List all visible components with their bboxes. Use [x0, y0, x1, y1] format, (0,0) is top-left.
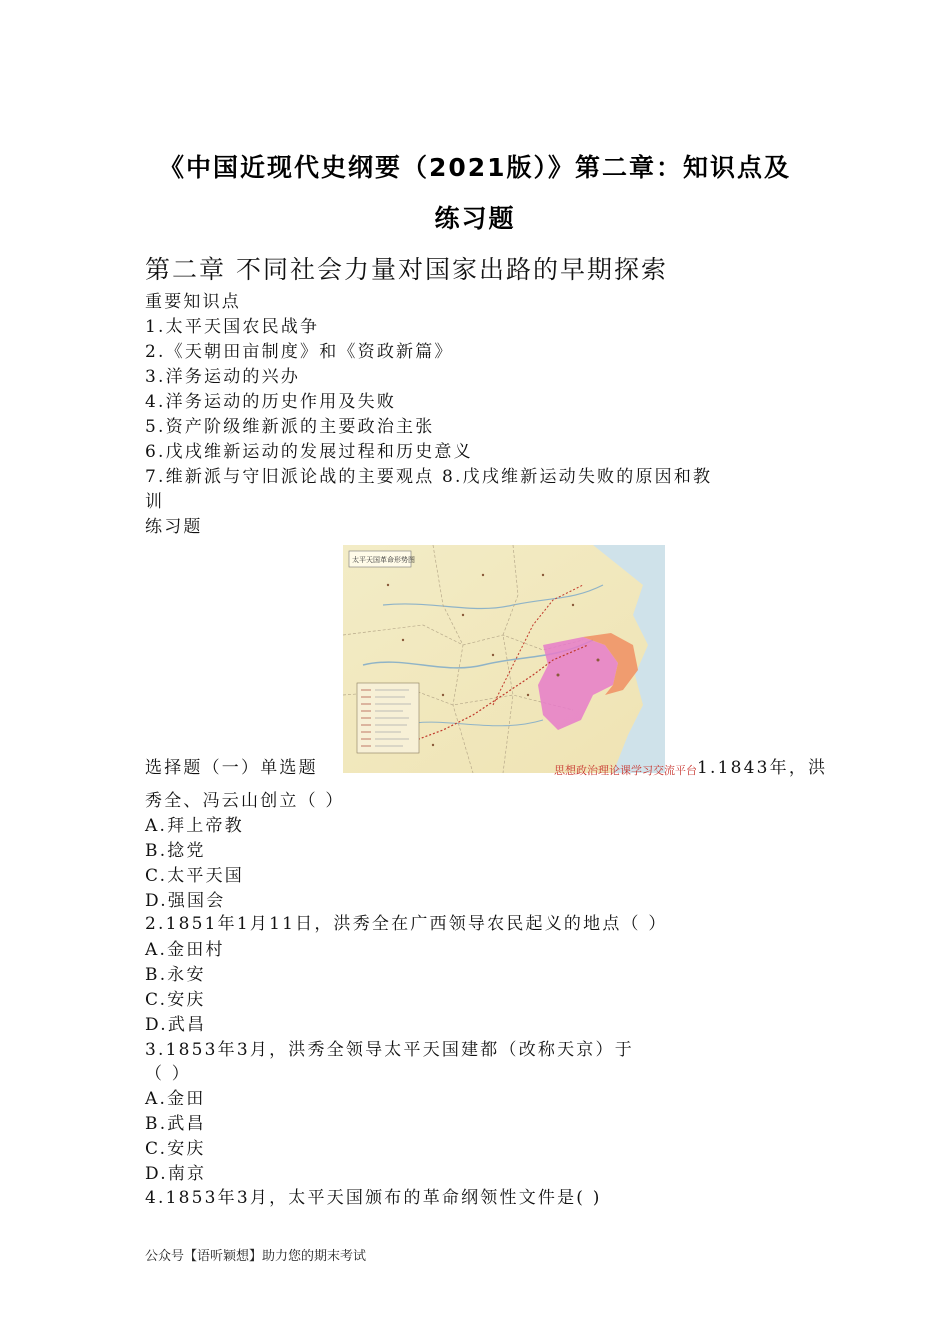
question-2-option: B.永安 [145, 965, 206, 985]
question-1-tail: 秀全、冯云山创立（ ） [145, 791, 345, 811]
question-3-line2: （ ） [145, 1064, 192, 1084]
taiping-map-image [343, 545, 665, 773]
map-watermark: 思想政治理论课学习交流平台 [554, 764, 697, 777]
question-1-option: C.太平天国 [145, 866, 245, 886]
footer-note: 公众号【语听颖想】助力您的期末考试 [145, 1249, 367, 1264]
question-1-option: A.拜上帝教 [145, 816, 244, 836]
key-points-label: 重要知识点 [145, 292, 241, 312]
question-3-option: D.南京 [145, 1164, 207, 1184]
question-3-line1: 3.1853年3月，洪秀全领导太平天国建都（改称天京）于 [145, 1040, 634, 1060]
question-2: 2.1851年1月11日，洪秀全在广西领导农民起义的地点（ ） [145, 914, 668, 934]
key-point-item: 7.维新派与守旧派论战的主要观点 8.戊戌维新运动失败的原因和教 [145, 467, 713, 487]
question-3-option: B.武昌 [145, 1114, 206, 1134]
key-point-item: 1.太平天国农民战争 [145, 317, 320, 337]
key-point-item: 5.资产阶级维新派的主要政治主张 [145, 417, 435, 437]
question-3-option: C.安庆 [145, 1139, 206, 1159]
key-point-item: 3.洋务运动的兴办 [145, 367, 301, 387]
chapter-heading: 第二章 不同社会力量对国家出路的早期探索 [145, 255, 668, 284]
document-title-line2: 练习题 [434, 204, 516, 233]
question-4: 4.1853年3月，太平天国颁布的革命纲领性文件是( ) [145, 1188, 602, 1208]
question-1-option: D.强国会 [145, 891, 226, 911]
question-2-option: C.安庆 [145, 990, 206, 1010]
key-point-item: 4.洋务运动的历史作用及失败 [145, 392, 397, 412]
document-title-line1: 《中国近现代史纲要（2021版）》第二章：知识点及 [158, 153, 792, 182]
map-graphic [343, 545, 665, 773]
map-title: 太平天国革命形势图 [352, 556, 415, 564]
key-point-item: 6.戊戌维新运动的发展过程和历史意义 [145, 442, 473, 462]
section-label: 选择题（一）单选题 [145, 758, 318, 778]
question-1-head: 1.1843年，洪 [697, 758, 828, 778]
exercises-label: 练习题 [145, 517, 203, 537]
key-point-item: 2.《天朝田亩制度》和《资政新篇》 [145, 342, 454, 362]
question-2-option: D.武昌 [145, 1015, 207, 1035]
question-3-option: A.金田 [145, 1089, 206, 1109]
key-point-item: 训 [145, 492, 165, 512]
question-1-option: B.捻党 [145, 841, 206, 861]
question-2-option: A.金田村 [145, 940, 225, 960]
